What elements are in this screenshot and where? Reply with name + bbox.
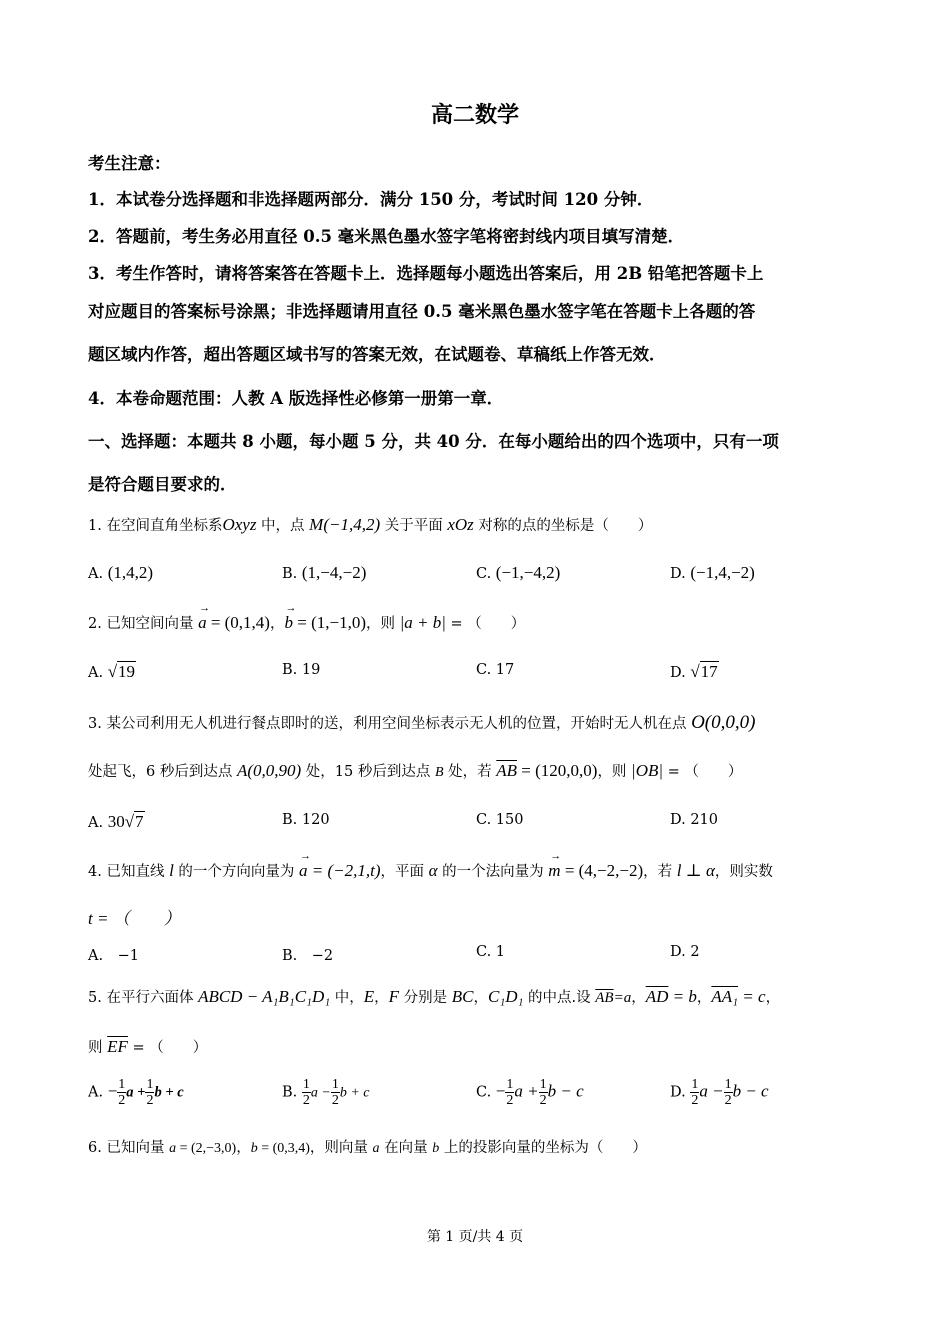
q2-then: ，则 [365, 616, 400, 632]
question-2 [88, 602, 526, 633]
q5-vector-ab: $\overline{AB}$ [595, 990, 614, 1006]
q5-option-b[interactable] [282, 1077, 370, 1108]
question-6 [88, 1136, 647, 1157]
opt-value: (1,4,2) [107, 563, 154, 582]
q1-plane: xOz [447, 515, 474, 534]
q3-text-a: 处起飞，6 秒后到达点 [88, 764, 237, 780]
opt-label: B. [282, 1084, 298, 1101]
section-heading-line-2: 是符合题目要求的． [88, 475, 237, 494]
question-5-line-2 [88, 1036, 207, 1057]
denominator: 2 [506, 1093, 514, 1108]
q5-option-a[interactable] [88, 1077, 184, 1108]
opt-label: B. [282, 566, 298, 582]
opt-label: D. [670, 566, 686, 582]
denominator: 2 [724, 1093, 732, 1108]
q4-option-b[interactable]: B. −2 [282, 948, 334, 964]
page-footer: 第 1 页/共 4 页 [426, 1229, 524, 1245]
q6-vector-a-2: a [372, 1141, 380, 1156]
q3-option-a[interactable] [88, 812, 145, 832]
arrow-icon: → [300, 850, 312, 862]
q5-text-7: ， [631, 990, 646, 1006]
q5-segment-cd: C₁D₁ [487, 987, 524, 1006]
q3-option-d[interactable]: D. 210 [670, 812, 719, 828]
q5-aa1-value: = c [738, 987, 766, 1006]
arrow-icon: → [199, 602, 211, 614]
q5-segment-bc: BC [451, 987, 474, 1006]
opt-label: A. [88, 815, 104, 831]
q5-tail: = （ ） [127, 1040, 208, 1056]
vector-a-letter: a [299, 861, 308, 880]
question-1 [88, 514, 652, 535]
denominator: 2 [118, 1093, 126, 1108]
q4-plane-alpha: α [428, 861, 438, 880]
opt-term: b + c [154, 1084, 184, 1101]
q3-point-o: O(0,0,0) [691, 712, 756, 733]
q5-text-9: ， [765, 990, 781, 1006]
q6-text-4: 在向量 [379, 1140, 433, 1156]
opt-sign: − [495, 1081, 506, 1101]
q3-option-b[interactable]: B. 120 [282, 812, 330, 828]
sqrt-icon: √ [124, 812, 135, 831]
q5-ad-value: = b [668, 987, 697, 1006]
q5-text-4: 分别是 [399, 990, 452, 1006]
q5-text-5: ， [473, 990, 488, 1006]
q4-text-3: ，平面 [380, 864, 429, 880]
q4-a-value: = (−2,1,t) [307, 861, 381, 880]
q5-text-6: 的中点.设 [523, 990, 596, 1006]
opt-term: b − c [732, 1081, 769, 1101]
q3-option-c[interactable]: C. 150 [476, 812, 524, 828]
q4-text-4: 的一个法向量为 [437, 864, 549, 880]
q3-vector-ab: $\overline{AB}$ [496, 761, 518, 780]
q3-point-b: B [434, 765, 444, 780]
opt-value: 19 [118, 662, 136, 681]
q5-solid: ABCD − A₁B₁C₁D₁ [198, 987, 331, 1006]
q6-text-1: 6. 已知向量 [88, 1140, 170, 1156]
q2-vector-a [198, 602, 211, 632]
q3-tail: = （ ） [663, 764, 743, 780]
q2-option-d[interactable] [670, 662, 719, 682]
vector-b-letter: b [284, 613, 293, 632]
opt-coefficient: 30 [107, 812, 125, 831]
q6-text-2: ， [236, 1140, 251, 1156]
q5-option-c[interactable] [476, 1077, 584, 1108]
notice-item-3-line-3: 题区域内作答，超出答题区域书写的答案无效，在试题卷、草稿纸上作答无效． [88, 345, 666, 364]
question-5-line-1 [88, 986, 780, 1007]
opt-value: (1,−4,−2) [301, 563, 367, 582]
q2-tail: = （ ） [445, 616, 526, 632]
q5-text-3: ， [374, 990, 389, 1006]
q3-text: 3. 某公司利用无人机进行餐点即时的送，利用空间坐标表示无人机的位置，开始时无人机在点 [88, 716, 692, 732]
q4-m-value: = (4,−2,−2) [560, 861, 644, 880]
q1-option-b[interactable] [282, 563, 366, 583]
q3-text-c: 处，若 [443, 764, 497, 780]
q1-text-mid2: 关于平面 [380, 518, 448, 534]
q4-option-c[interactable]: C. 1 [476, 944, 506, 960]
sqrt-icon: √ [107, 662, 118, 681]
q6-vector-a: a [169, 1141, 177, 1156]
opt-label: A. [88, 566, 104, 582]
arrow-icon: → [550, 850, 562, 862]
notice-item-3-line-2: 对应题目的答案标号涂黑；非选择题请用直径 0.5 毫米黑色墨水签字笔在答题卡上各题的答 [88, 302, 756, 321]
opt-label: D. [670, 1084, 686, 1101]
numerator: 1 [539, 1077, 547, 1092]
opt-term: a − [699, 1081, 724, 1101]
q2-option-b[interactable]: B. 19 [282, 662, 321, 678]
q3-then: ，则 [597, 764, 632, 780]
question-4-line-2 [88, 904, 181, 929]
q4-text-5: ，若 [643, 864, 677, 880]
section-heading-line-1: 一、选择题：本题共 8 小题，每小题 5 分，共 40 分．在每小题给出的四个选项中，只有一项 [88, 432, 779, 451]
q4-option-a[interactable]: A. −1 [88, 948, 139, 964]
q4-vector-m [548, 850, 562, 880]
q5-then: 则 [88, 1040, 108, 1056]
denominator: 2 [302, 1093, 310, 1108]
notice-heading: 考生注意： [88, 154, 171, 173]
q1-tail: 对称的点的坐标是（ ） [473, 518, 653, 534]
q4-vector-a [299, 850, 312, 880]
numerator: 1 [118, 1077, 126, 1092]
q1-option-c[interactable] [476, 563, 560, 583]
opt-term: a + [126, 1084, 146, 1101]
opt-term: b − c [547, 1081, 584, 1101]
q2-a-value: = (0,1,4) [206, 613, 270, 632]
opt-label: D. [670, 665, 686, 681]
denominator: 2 [146, 1093, 154, 1108]
q3-text-b: 处，15 秒后到达点 [301, 764, 435, 780]
q5-vector-ad: $\overline{AD}$ [645, 987, 669, 1006]
q4-option-d[interactable]: D. 2 [670, 944, 700, 960]
numerator: 1 [302, 1077, 310, 1092]
denominator: 2 [691, 1093, 699, 1108]
opt-value: (−1,4,−2) [690, 563, 755, 582]
q5-vector-ef: $\overline{EF}$ [107, 1037, 128, 1056]
opt-label: A. [88, 665, 104, 681]
notice-item-1: 1．本试卷分选择题和非选择题两部分．满分 150 分，考试时间 120 分钟． [88, 190, 654, 209]
q5-vector-aa1: AA₁ [711, 987, 739, 1006]
numerator: 1 [146, 1077, 154, 1092]
numerator: 1 [691, 1077, 699, 1092]
q5-ab-value: =a [613, 990, 632, 1006]
q3-ab-value: = (120,0,0) [517, 761, 598, 780]
q1-option-a[interactable] [88, 563, 153, 583]
fraction [331, 1077, 340, 1108]
opt-radicand: 7 [135, 812, 144, 831]
fraction [539, 1077, 548, 1108]
opt-term: b + c [339, 1085, 370, 1101]
question-3-line-2 [88, 760, 742, 781]
denominator: 2 [331, 1093, 339, 1108]
q5-point-e: E [363, 987, 375, 1006]
q4-line-2: t = （ ） [88, 909, 181, 928]
notice-item-2: 2．答题前，考生务必用直径 0.5 毫米黑色墨水签字笔将密封线内项目填写清楚． [88, 227, 685, 246]
q2-expression: |a + b| [399, 613, 446, 632]
opt-value: 17 [700, 662, 718, 681]
vector-m-letter: m [548, 861, 561, 880]
q3-magnitude-ob: |OB| [631, 761, 664, 780]
q5-text-8: ， [696, 990, 712, 1006]
fraction [724, 1077, 733, 1108]
q5-text-1: 5. 在平行六面体 [88, 990, 199, 1006]
numerator: 1 [331, 1077, 339, 1092]
q4-line-l: l [169, 861, 174, 880]
opt-term: a − [310, 1085, 331, 1101]
fraction [690, 1077, 699, 1108]
q2-option-c[interactable]: C. 17 [476, 662, 515, 678]
q6-text-3: ，则向量 [309, 1140, 373, 1156]
q2-sep: ， [269, 616, 285, 632]
question-3-line-1 [88, 712, 755, 734]
opt-label: A. [88, 1084, 104, 1101]
q5-point-f: F [388, 987, 400, 1006]
sqrt-icon: √ [690, 662, 700, 681]
q2-vector-b [284, 602, 297, 632]
q5-text-2: 中， [330, 990, 364, 1006]
denominator: 2 [539, 1093, 547, 1108]
fraction [117, 1077, 126, 1108]
opt-value: (−1,−4,2) [495, 563, 561, 582]
opt-term: a + [514, 1081, 539, 1101]
q1-point: M(−1,4,2) [309, 515, 381, 534]
numerator: 1 [506, 1077, 514, 1092]
q4-text-1: 4. 已知直线 [88, 864, 170, 880]
q1-coord-system: Oxyz [222, 515, 257, 534]
q6-vector-b-2: b [432, 1141, 440, 1156]
arrow-icon: → [285, 602, 297, 614]
notice-item-4: 4．本卷命题范围：人教 A 版选择性必修第一册第一章． [88, 389, 504, 408]
q6-vector-b: b [250, 1141, 258, 1156]
q4-text-6: ，则实数 [714, 864, 773, 880]
opt-label: C. [476, 1084, 492, 1101]
q2-b-value: = (1,−1,0) [292, 613, 366, 632]
page-title: 高二数学 [430, 102, 519, 128]
q2-text: 2. 已知空间向量 [88, 616, 199, 632]
question-4-line-1 [88, 850, 773, 881]
vector-a-letter: a [198, 613, 207, 632]
q2-option-a[interactable] [88, 662, 136, 682]
q1-option-d[interactable] [670, 563, 755, 583]
q3-point-a: A(0,0,90) [236, 761, 302, 780]
opt-label: C. [476, 566, 492, 582]
q6-a-value: = (2,−3,0) [176, 1141, 237, 1156]
q1-text-mid: 中，点 [256, 518, 310, 534]
numerator: 1 [724, 1077, 732, 1092]
q6-tail: 上的投影向量的坐标为（ ） [439, 1140, 647, 1156]
fraction [302, 1077, 311, 1108]
q5-option-d[interactable] [670, 1077, 769, 1108]
opt-sign: − [107, 1081, 118, 1101]
notice-item-3-line-1: 3．考生作答时，请将答案答在答题卡上．选择题每小题选出答案后，用 2B 铅笔把答题卡上 [88, 264, 764, 283]
q6-b-value: = (0,3,4) [257, 1141, 310, 1156]
q4-perp: l ⊥ α [676, 861, 715, 880]
q1-text: 1. 在空间直角坐标系 [88, 518, 223, 534]
q4-text-2: 的一个方向向量为 [173, 864, 300, 880]
